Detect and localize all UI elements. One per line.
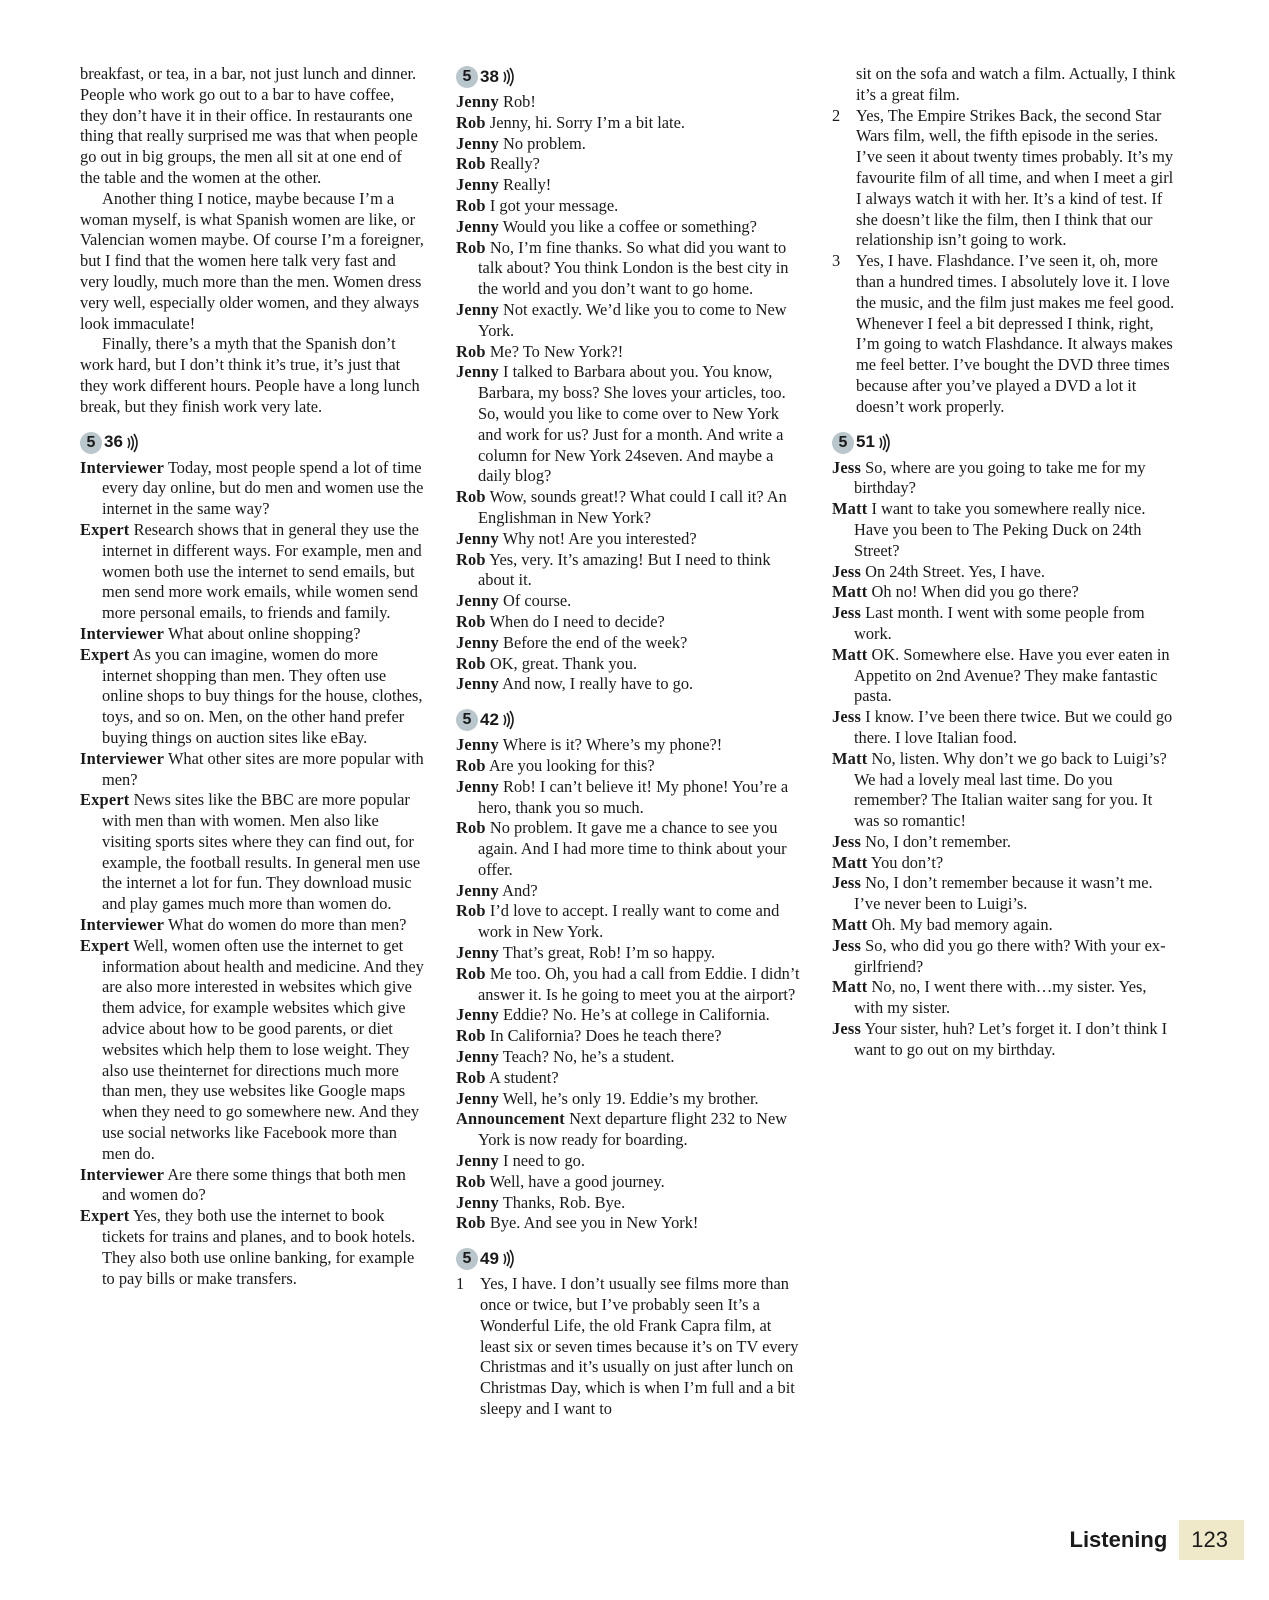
speaker: Jess — [832, 603, 862, 623]
utterance: Well, he’s only 19. Eddie’s my brother. — [502, 1088, 759, 1108]
utterance: No, I don’t remember because it wasn’t me. I’ve never been to Luigi’s. — [854, 873, 1153, 914]
utterance: Rob! — [503, 92, 536, 111]
speaker: Jess — [832, 831, 862, 851]
dialogue-line — [456, 777, 801, 819]
utterance: Where is it? Where’s my phone?! — [502, 735, 723, 755]
dialogue-line — [80, 915, 425, 936]
speaker: Jenny — [456, 674, 499, 694]
speaker: Expert — [80, 790, 130, 810]
speaker: Interviewer — [80, 1164, 165, 1184]
speaker: Rob — [456, 341, 486, 361]
utterance: I’d love to accept. I really want to come and work in New York. — [478, 901, 780, 942]
utterance: I talked to Barbara about you. You know, Barbara, my boss? She loves your articles, too. So, would you like to come over to New York and work for us? Just for a month. And write a column for New York 24seven. And maybe a daily blog? — [478, 362, 786, 486]
dialogue-line — [456, 735, 801, 756]
utterance: A student? — [488, 1067, 559, 1087]
speaker: Rob — [456, 195, 486, 215]
dialogue-36 — [80, 458, 425, 1290]
intro-paragraph-2: Another thing I notice, maybe because I’m a woman myself, is what Spanish women are like, or Valencian women maybe. Of course I’m a foreigner, but I find that the women here talk very fast and very loudly, much more than the men. Women dress very well, especially older women, and they always look immaculate! — [80, 188, 424, 333]
speaker: Rob — [456, 549, 486, 569]
dialogue-line — [456, 342, 801, 363]
dialogue-line — [832, 562, 1177, 583]
dialogue-line — [456, 881, 801, 902]
speaker: Rob — [456, 237, 486, 257]
utterance: Well, have a good journey. — [489, 1171, 665, 1191]
dialogue-line — [456, 964, 801, 1006]
utterance: Are you looking for this? — [488, 755, 655, 775]
utterance: News sites like the BBC are more popular with men than with women. Men also like visiting sports sites where they can find out, for example, the football results. In general men use the internet a lot for fun. They download music and play games much more than women do. — [102, 790, 421, 914]
dialogue-line — [456, 633, 801, 654]
speaker: Interviewer — [80, 915, 165, 935]
dialogue-line — [456, 487, 801, 529]
dialogue-line — [832, 915, 1177, 936]
speaker: Expert — [80, 519, 130, 539]
utterance: Before the end of the week? — [503, 632, 688, 652]
speaker: Rob — [456, 487, 486, 507]
audio-waves-icon — [502, 67, 514, 87]
utterance: That’s great, Rob! I’m so happy. — [502, 943, 716, 963]
utterance: I got your message. — [489, 195, 619, 215]
dialogue-line — [456, 196, 801, 217]
utterance: No, I don’t remember. — [865, 831, 1011, 851]
speaker: Rob — [456, 755, 486, 775]
speaker: Expert — [80, 644, 130, 664]
utterance: So, where are you going to take me for my birthday? — [854, 457, 1146, 498]
utterance: Rob! I can’t believe it! My phone! You’re a hero, thank you so much. — [478, 776, 789, 817]
utterance: Yes, very. It’s amazing! But I need to think about it. — [478, 549, 771, 590]
utterance: So, who did you go there with? With your ex-girlfriend? — [854, 935, 1166, 976]
page-footer — [1070, 1520, 1245, 1560]
speaker: Expert — [80, 1206, 130, 1226]
speaker: Jenny — [456, 133, 499, 153]
speaker: Jess — [832, 561, 862, 581]
utterance: I need to go. — [503, 1151, 585, 1171]
dialogue-line — [456, 591, 801, 612]
speaker: Rob — [456, 1213, 486, 1233]
dialogue-line — [80, 458, 425, 520]
speaker: Rob — [456, 1171, 486, 1191]
speaker: Rob — [456, 112, 486, 132]
track-heading-51 — [832, 430, 1177, 456]
utterance: Are there some things that both men and women do? — [102, 1164, 406, 1205]
dialogue-line — [832, 977, 1177, 1019]
dialogue-line — [456, 113, 801, 134]
speaker: Interviewer — [80, 457, 165, 477]
speaker: Matt — [832, 644, 868, 664]
dialogue-line — [80, 645, 425, 749]
audio-waves-icon — [502, 1249, 514, 1269]
intro-paragraph-1: breakfast, or tea, in a bar, not just lunch and dinner. People who work go out to a bar to have coffee, they don’t have it in their office. In restaurants one thing that really surprised me was that when people go out in big groups, the men all sit at one end of the table and the women at the other. — [80, 64, 418, 187]
utterance: You don’t? — [870, 852, 944, 872]
track-heading-36 — [80, 430, 425, 456]
speaker: Matt — [832, 582, 868, 602]
speaker: Expert — [80, 935, 130, 955]
unit-badge: 5 — [80, 432, 102, 454]
dialogue-line — [456, 1026, 801, 1047]
dialogue-line — [832, 749, 1177, 832]
speaker: Jenny — [456, 299, 499, 319]
utterance: I want to take you somewhere really nice. Have you been to The Peking Duck on 24th Street? — [854, 499, 1146, 560]
dialogue-line — [832, 936, 1177, 978]
track-heading-38 — [456, 64, 801, 90]
audio-waves-icon — [502, 710, 514, 730]
utterance: Thanks, Rob. Bye. — [502, 1192, 626, 1212]
speaker: Rob — [456, 653, 486, 673]
dialogue-line — [80, 936, 425, 1165]
utterance: Your sister, huh? Let’s forget it. I don’t think I want to go out on my birthday. — [854, 1019, 1168, 1059]
utterance: No problem. — [503, 133, 586, 153]
dialogue-line — [456, 1193, 801, 1214]
speaker: Rob — [456, 963, 486, 983]
dialogue-line — [456, 1213, 801, 1234]
audio-waves-icon — [126, 433, 138, 453]
utterance: Oh no! When did you go there? — [871, 582, 1079, 602]
speaker: Matt — [832, 748, 868, 768]
answer-number: 1 — [456, 1274, 465, 1294]
answer-1 — [456, 1274, 801, 1420]
dialogue-line — [832, 458, 1177, 500]
unit-badge: 5 — [832, 432, 854, 454]
unit-badge: 5 — [456, 709, 478, 731]
speaker: Jenny — [456, 591, 499, 611]
utterance: As you can imagine, women do more internet shopping than men. They often use online shops to buy things for the house, clothes, toys, and so on. Men, on the other hand prefer buying things on auction sites like eBay. — [102, 644, 423, 747]
answer-number: 3 — [832, 251, 841, 271]
dialogue-line — [456, 901, 801, 943]
utterance: No, listen. Why don’t we go back to Luigi’s? We had a lovely meal last time. Do you remember? The Italian waiter sang for you. It was so romantic! — [854, 748, 1167, 831]
speaker: Jenny — [456, 735, 499, 755]
speaker: Jenny — [456, 880, 499, 900]
intro-paragraph-3: Finally, there’s a myth that the Spanish don’t work hard, but I don’t think it’s true, it’s just that they work different hours. People have a long lunch break, but they finish work very late. — [80, 334, 420, 416]
track-number: 38 — [480, 66, 499, 86]
track-number: 42 — [480, 709, 499, 729]
dialogue-line — [832, 603, 1177, 645]
speaker: Rob — [456, 901, 486, 921]
utterance: Oh. My bad memory again. — [871, 915, 1053, 935]
utterance: In California? Does he teach there? — [489, 1026, 722, 1046]
dialogue-line — [456, 756, 801, 777]
utterance: Why not! Are you interested? — [502, 528, 697, 548]
answer-2 — [832, 106, 1177, 252]
utterance: What do women do more than men? — [167, 915, 407, 935]
answer-text: Yes, I have. I don’t usually see films more than once or twice, but I’ve probably seen It’s a Wonderful Life, the old Frank Capra film, at least six or seven times because it’s on TV every Christmas and it’s usually on just after lunch on Christmas Day, which is when I’m full and a bit sleepy and I want to — [480, 1274, 799, 1419]
dialogue-line — [456, 217, 801, 238]
utterance: Jenny, hi. Sorry I’m a bit late. — [489, 112, 685, 132]
dialogue-line — [832, 499, 1177, 561]
page-number: 123 — [1179, 1520, 1244, 1560]
utterance: What other sites are more popular with men? — [102, 748, 424, 789]
utterance: Me? To New York?! — [489, 341, 624, 361]
utterance: Really? — [489, 154, 540, 174]
dialogue-51 — [832, 458, 1177, 1061]
dialogue-line — [80, 624, 425, 645]
dialogue-line — [456, 92, 801, 113]
utterance: Eddie? No. He’s at college in California. — [503, 1005, 770, 1025]
utterance: OK. Somewhere else. Have you ever eaten in Appetito on 2nd Avenue? They make fantastic pasta. — [854, 644, 1170, 706]
column-2 — [456, 64, 801, 1420]
dialogue-line — [456, 1109, 801, 1151]
utterance: What about online shopping? — [167, 623, 361, 643]
dialogue-line — [832, 582, 1177, 603]
utterance: Not exactly. We’d like you to come to New York. — [478, 299, 787, 340]
utterance: Would you like a coffee or something? — [502, 216, 757, 236]
dialogue-line — [456, 654, 801, 675]
track-heading-42 — [456, 707, 801, 733]
answer-3 — [832, 251, 1177, 417]
utterance: Today, most people spend a lot of time every day online, but do men and women use the internet in the same way? — [102, 457, 424, 519]
speaker: Matt — [832, 915, 868, 935]
section-label: Listening — [1069, 1527, 1168, 1552]
speaker: Interviewer — [80, 623, 165, 643]
dialogue-line — [832, 645, 1177, 707]
dialogue-line — [832, 873, 1177, 915]
dialogue-line — [456, 550, 801, 592]
dialogue-line — [80, 790, 425, 915]
answer-text: Yes, I have. Flashdance. I’ve seen it, oh, more than a hundred times. I absolutely love it. I love the music, and the film just makes me feel good. Whenever I feel a bit depressed I think, right, I’m going to watch Flashdance. It always makes me feel better. I’ve bought the DVD three times because after you’ve played a DVD a lot it doesn’t work properly. — [856, 251, 1175, 416]
column-1 — [80, 64, 425, 1289]
speaker: Jess — [832, 1019, 862, 1039]
speaker: Rob — [456, 818, 486, 838]
utterance: No, I’m fine thanks. So what did you want to talk about? You think London is the best city in the world and you don’t want to go home. — [478, 237, 789, 299]
speaker: Jess — [832, 873, 862, 893]
dialogue-line — [80, 1206, 425, 1289]
speaker: Jess — [832, 457, 862, 477]
utterance: Next departure flight 232 to New York is now ready for boarding. — [478, 1109, 788, 1150]
utterance: When do I need to decide? — [489, 611, 665, 631]
unit-badge: 5 — [456, 1248, 478, 1270]
utterance: No, no, I went there with…my sister. Yes, with my sister. — [854, 977, 1147, 1018]
speaker: Jenny — [456, 1192, 499, 1212]
dialogue-line — [456, 1047, 801, 1068]
dialogue-line — [456, 175, 801, 196]
dialogue-line — [80, 520, 425, 624]
dialogue-line — [456, 1005, 801, 1026]
speaker: Jenny — [456, 943, 499, 963]
speaker: Jenny — [456, 1047, 499, 1067]
track-number: 51 — [856, 432, 875, 452]
dialogue-line — [832, 832, 1177, 853]
dialogue-line — [456, 529, 801, 550]
speaker: Jenny — [456, 528, 499, 548]
utterance: I know. I’ve been there twice. But we could go there. I love Italian food. — [854, 707, 1173, 747]
track-heading-49 — [456, 1246, 801, 1272]
speaker: Jenny — [456, 1151, 499, 1171]
utterance: Teach? No, he’s a student. — [502, 1047, 675, 1067]
dialogue-line — [832, 707, 1177, 749]
dialogue-line — [456, 134, 801, 155]
dialogue-line — [832, 853, 1177, 874]
speaker: Interviewer — [80, 748, 165, 768]
speaker: Jenny — [456, 776, 499, 796]
utterance: OK, great. Thank you. — [489, 653, 638, 673]
dialogue-line — [456, 1172, 801, 1193]
utterance: And now, I really have to go. — [502, 674, 694, 694]
speaker: Jenny — [456, 1005, 499, 1025]
dialogue-line — [456, 238, 801, 300]
utterance: Well, women often use the internet to get information about health and medicine. And they are also more interested in websites which give them advice, for example websites which give advice about how to be good parents, or diet websites which help them to lose weight. They also use theinternet for directions much more than men, they use websites like Google maps when they need to go somewhere new. And they use social networks like Facebook more than men do. — [102, 935, 424, 1163]
dialogue-line — [456, 674, 801, 695]
utterance: And? — [502, 880, 538, 900]
speaker: Jenny — [456, 92, 499, 111]
column-3 — [832, 64, 1177, 1061]
speaker: Announcement — [456, 1109, 565, 1129]
speaker: Jenny — [456, 632, 499, 652]
speaker: Matt — [832, 977, 868, 997]
dialogue-line — [80, 1165, 425, 1207]
answer-number: 2 — [832, 105, 841, 125]
dialogue-line — [456, 154, 801, 175]
dialogue-line — [456, 1151, 801, 1172]
utterance: On 24th Street. Yes, I have. — [865, 561, 1045, 581]
speaker: Rob — [456, 611, 486, 631]
speaker: Jenny — [456, 175, 499, 195]
utterance: Last month. I went with some people from work. — [854, 603, 1145, 643]
utterance: No problem. It gave me a chance to see you again. And I had more time to think about your offer. — [478, 818, 787, 879]
speaker: Matt — [832, 499, 868, 519]
dialogue-line — [456, 362, 801, 487]
utterance: Research shows that in general they use the internet in different ways. For example, men and women both use the internet to send emails, but men send more work emails, while women send more personal emails, to friends and family. — [102, 519, 422, 623]
speaker: Jess — [832, 935, 862, 955]
utterance: Wow, sounds great!? What could I call it? An Englishman in New York? — [478, 487, 787, 527]
speaker: Jenny — [456, 216, 499, 236]
speaker: Jess — [832, 707, 862, 727]
utterance: Me too. Oh, you had a call from Eddie. I didn’t answer it. Is he going to meet you at the airport? — [478, 963, 800, 1004]
dialogue-line — [832, 1019, 1177, 1061]
dialogue-line — [456, 612, 801, 633]
speaker: Rob — [456, 154, 486, 174]
speaker: Jenny — [456, 362, 499, 382]
dialogue-line — [456, 818, 801, 880]
dialogue-line — [456, 300, 801, 342]
dialogue-42 — [456, 735, 801, 1234]
track-number: 36 — [104, 432, 123, 452]
track-number: 49 — [480, 1248, 499, 1268]
speaker: Matt — [832, 852, 868, 872]
dialogue-line — [456, 1089, 801, 1110]
dialogue-38 — [456, 92, 801, 695]
dialogue-line — [456, 1068, 801, 1089]
audio-waves-icon — [878, 433, 890, 453]
speaker: Jenny — [456, 1088, 499, 1108]
unit-badge: 5 — [456, 66, 478, 88]
answer-1-continued: sit on the sofa and watch a film. Actually, I think it’s a great film. — [856, 64, 1176, 104]
speaker: Rob — [456, 1026, 486, 1046]
answer-text: Yes, The Empire Strikes Back, the second Star Wars film, well, the fifth episode in the series. I’ve seen it about twenty times probably. It’s my favourite film of all time, and when I meet a girl I always watch it with her. It’s a kind of test. If she doesn’t like the film, then I think that our relationship isn’t going to work. — [856, 105, 1174, 250]
speaker: Rob — [456, 1067, 486, 1087]
utterance: Bye. And see you in New York! — [489, 1213, 699, 1233]
dialogue-line — [80, 749, 425, 791]
utterance: Really! — [503, 175, 552, 195]
utterance: Of course. — [503, 591, 572, 611]
utterance: Yes, they both use the internet to book tickets for trains and planes, and to book hotels. They also both use online banking, for example to pay bills or make transfers. — [102, 1206, 416, 1288]
dialogue-line — [456, 943, 801, 964]
